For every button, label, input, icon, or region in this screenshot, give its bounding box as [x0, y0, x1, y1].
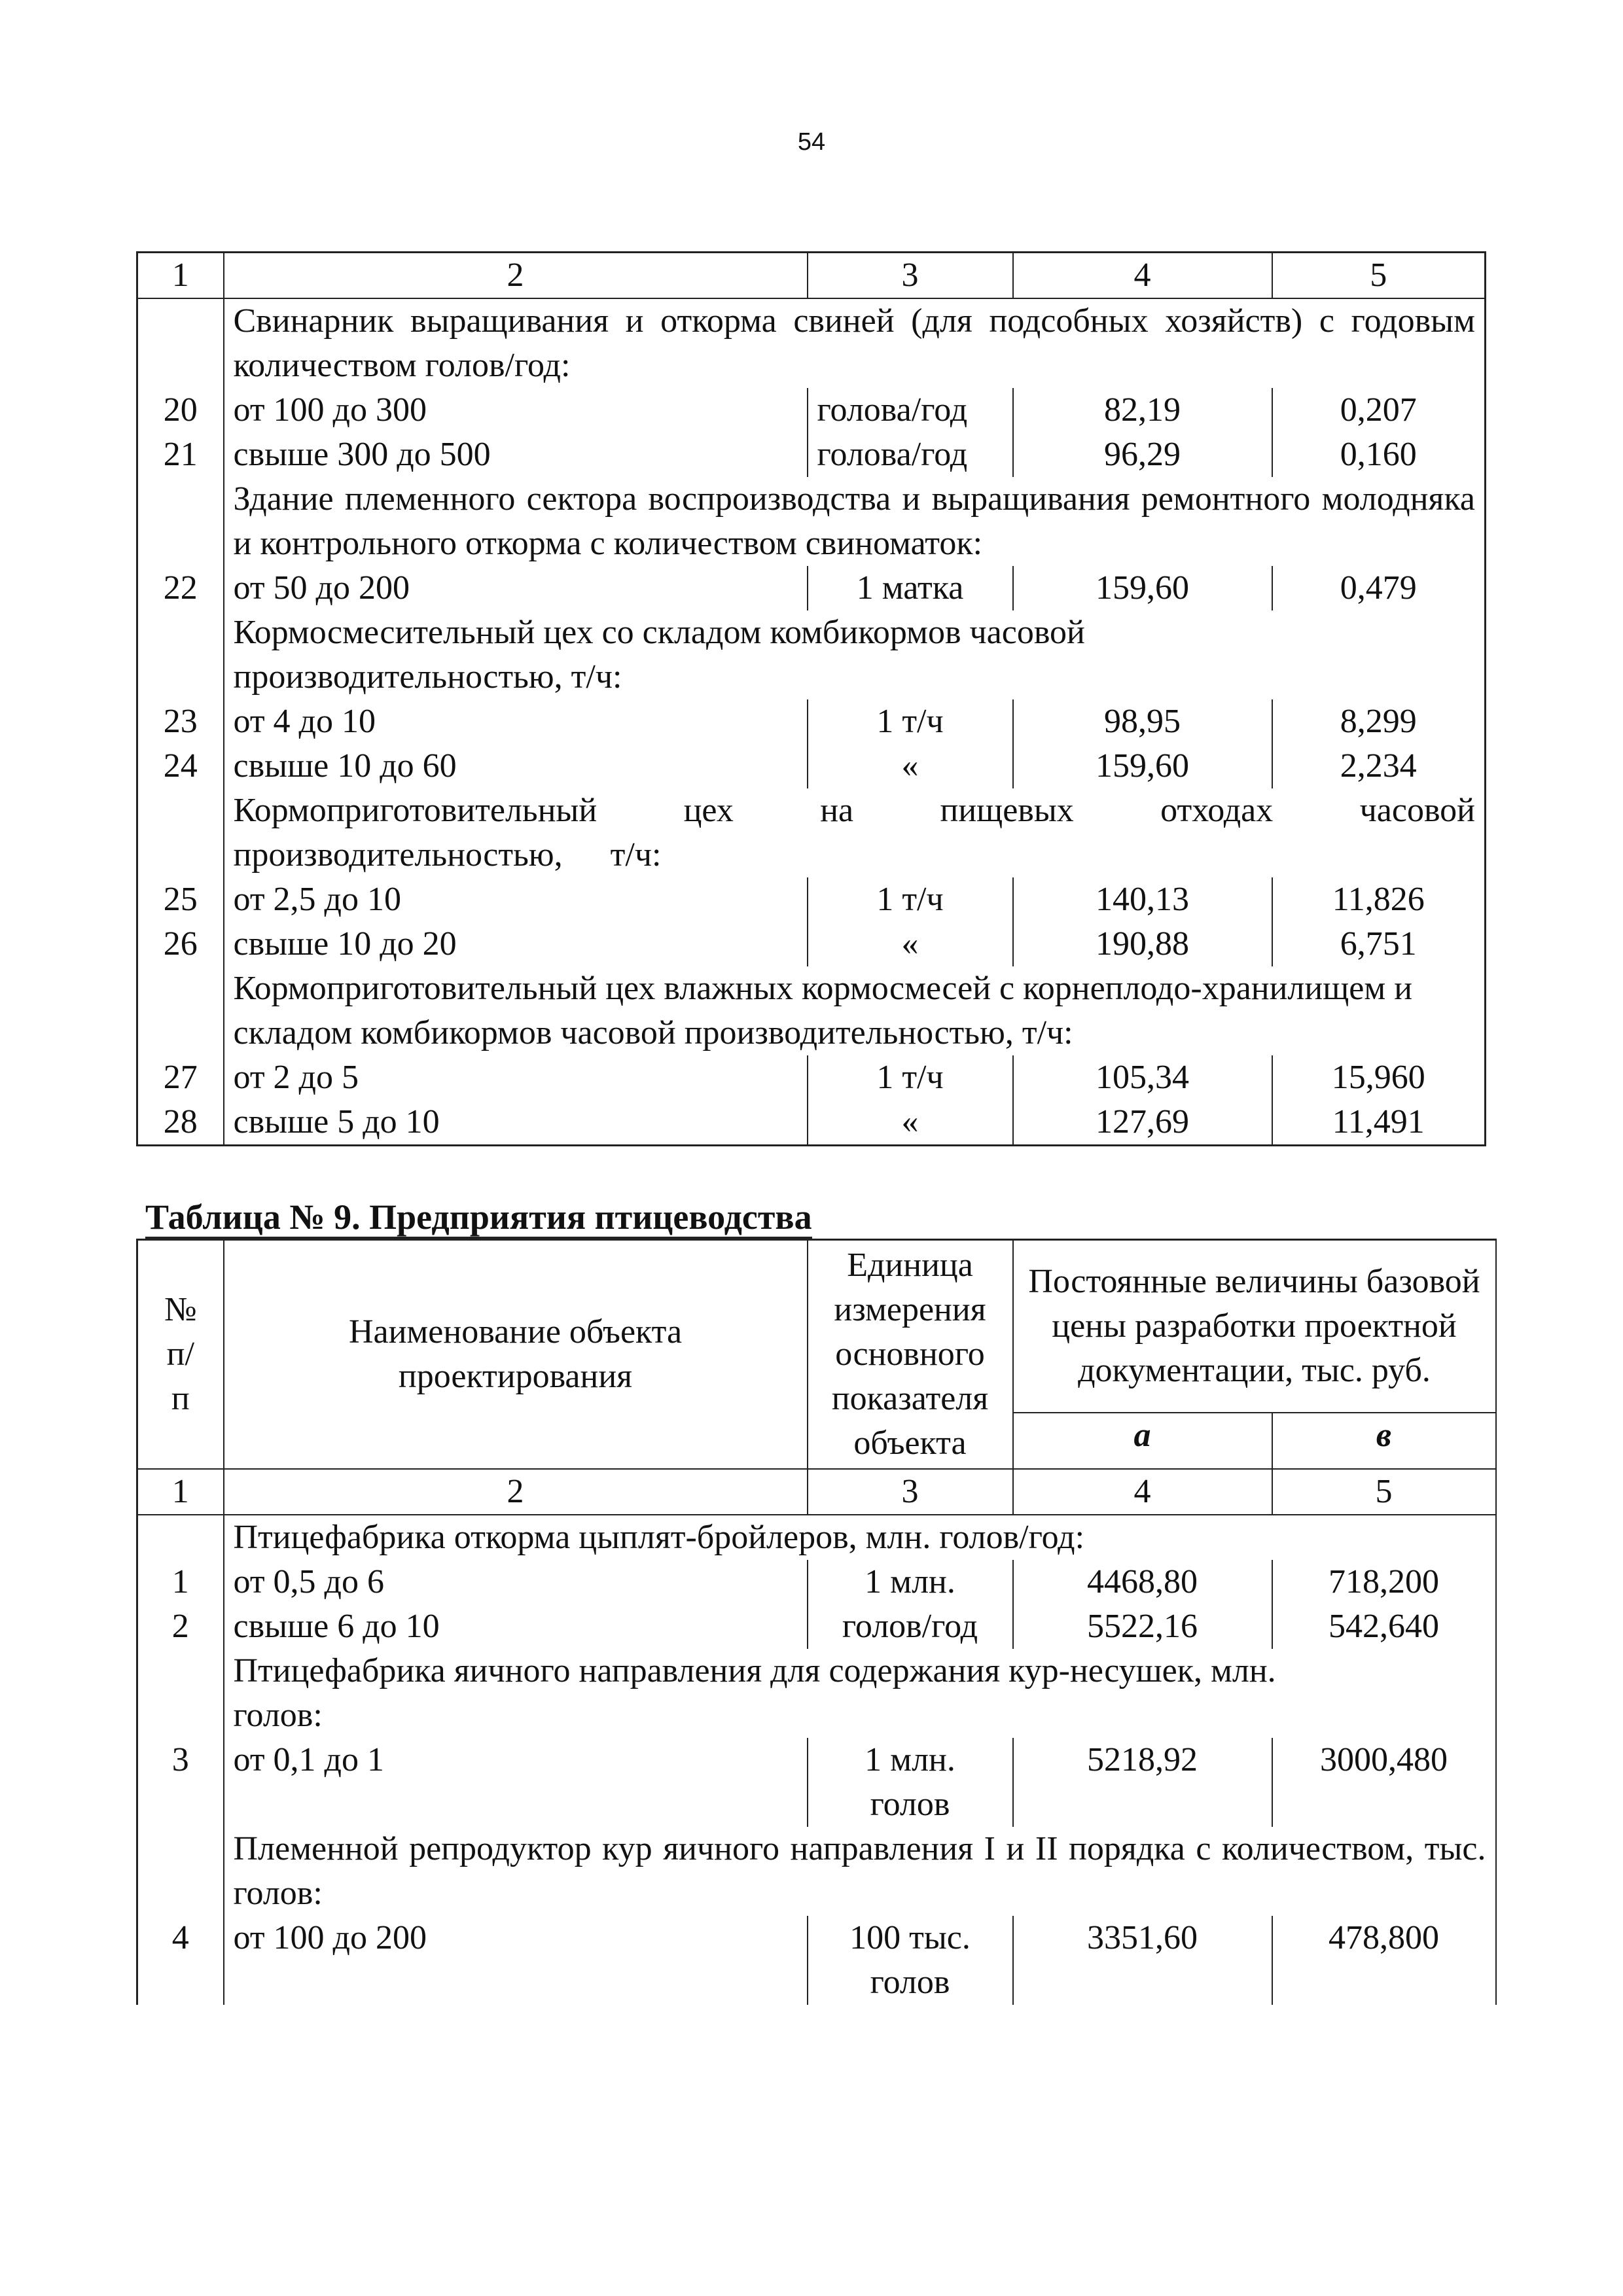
- row-name: свыше 6 до 10: [224, 1604, 808, 1649]
- row-number: 26: [137, 922, 224, 966]
- value-b: 6,751: [1272, 922, 1486, 966]
- header-cell: 2: [224, 1469, 808, 1515]
- row-unit: 1 млн.: [808, 1560, 1013, 1604]
- column-number-row: [137, 1469, 1496, 1515]
- row-name: от 50 до 200: [224, 566, 808, 610]
- row-name: от 0,5 до 6: [224, 1560, 808, 1604]
- row-unit: «: [808, 922, 1013, 966]
- row-number: 28: [137, 1100, 224, 1146]
- value-b: 718,200: [1272, 1560, 1496, 1604]
- table-row: [137, 922, 1486, 966]
- row-number: 2: [137, 1604, 224, 1649]
- table-header-row: [137, 1240, 1496, 1413]
- section-title-row: [137, 298, 1486, 388]
- value-b: 15,960: [1272, 1055, 1486, 1100]
- row-number: 23: [137, 699, 224, 744]
- row-name: свыше 10 до 20: [224, 922, 808, 966]
- section-title: Птицефабрика яичного направления для содержания кур-несушек, млн. голов:: [224, 1649, 1496, 1738]
- table-row: [137, 1560, 1496, 1604]
- value-a: 82,19: [1013, 388, 1272, 433]
- header-cell: 5: [1272, 253, 1486, 299]
- row-name: от 100 до 200: [224, 1916, 808, 2005]
- value-b: 0,160: [1272, 433, 1486, 477]
- row-name: от 100 до 300: [224, 388, 808, 433]
- value-b: 542,640: [1272, 1604, 1496, 1649]
- page-number: 54: [797, 128, 826, 156]
- section-title: Здание племенного сектора воспроизводства и выращивания ремонтного молодняка и контрольного откорма с количеством свиноматок:: [224, 477, 1486, 566]
- pig-facilities-table: [136, 251, 1486, 1146]
- table-row: [137, 1604, 1496, 1649]
- row-unit: 1 т/ч: [808, 699, 1013, 744]
- row-unit: 1 т/ч: [808, 877, 1013, 922]
- row-name: от 2 до 5: [224, 1055, 808, 1100]
- row-unit: 1 т/ч: [808, 1055, 1013, 1100]
- value-b: 2,234: [1272, 744, 1486, 788]
- value-b: 0,207: [1272, 388, 1486, 433]
- section-title: Свинарник выращивания и откорма свиней (для подсобных хозяйств) с годовым количеством голов/год:: [224, 298, 1486, 388]
- section-title-row: [137, 1827, 1496, 1916]
- header-cell: 3: [808, 1469, 1013, 1515]
- row-unit: голова/год: [808, 433, 1013, 477]
- table-row: [137, 433, 1486, 477]
- row-number: 3: [137, 1738, 224, 1827]
- header-cell: 4: [1013, 253, 1272, 299]
- header-cell: 1: [137, 253, 224, 299]
- section-title: Кормосмесительный цех со складом комбикормов часовой производительностью, т/ч:: [224, 610, 1486, 699]
- row-name: от 2,5 до 10: [224, 877, 808, 922]
- row-unit: «: [808, 744, 1013, 788]
- header-base-price: Постоянные величины базовой цены разработки проектной документации, тыс. руб.: [1013, 1240, 1496, 1413]
- section-title-row: [137, 1515, 1496, 1560]
- header-cell: 5: [1272, 1469, 1496, 1515]
- header-number: № п/п: [137, 1240, 224, 1470]
- row-number: 25: [137, 877, 224, 922]
- value-b: 478,800: [1272, 1916, 1496, 2005]
- header-b: в: [1272, 1413, 1496, 1469]
- value-b: 11,826: [1272, 877, 1486, 922]
- section-title: Кормоприготовительный цех влажных кормосмесей с корнеплодо-хранилищем и складом комбикормов часовой производительностью, т/ч:: [224, 966, 1486, 1055]
- section-title-row: [137, 477, 1486, 566]
- value-a: 5218,92: [1013, 1738, 1272, 1827]
- row-number: 24: [137, 744, 224, 788]
- row-unit: 100 тыс. голов: [808, 1916, 1013, 2005]
- row-name: свыше 5 до 10: [224, 1100, 808, 1146]
- value-a: 98,95: [1013, 699, 1272, 744]
- row-name: от 4 до 10: [224, 699, 808, 744]
- header-unit: Единица измерения основного показателя объекта: [808, 1240, 1013, 1470]
- section-title-row: [137, 788, 1486, 877]
- header-cell: 3: [808, 253, 1013, 299]
- header-cell: 1: [137, 1469, 224, 1515]
- value-a: 96,29: [1013, 433, 1272, 477]
- table-row: [137, 744, 1486, 788]
- table-row: [137, 1916, 1496, 2005]
- header-cell: 4: [1013, 1469, 1272, 1515]
- section-title: Птицефабрика откорма цыплят-бройлеров, млн. голов/год:: [224, 1515, 1496, 1560]
- value-a: 105,34: [1013, 1055, 1272, 1100]
- header-a: а: [1013, 1413, 1272, 1469]
- row-name: от 0,1 до 1: [224, 1738, 808, 1827]
- value-a: 127,69: [1013, 1100, 1272, 1146]
- row-number: 27: [137, 1055, 224, 1100]
- row-unit: «: [808, 1100, 1013, 1146]
- row-number: 1: [137, 1560, 224, 1604]
- section-title-row: [137, 610, 1486, 699]
- row-unit: голов/год: [808, 1604, 1013, 1649]
- value-b: 11,491: [1272, 1100, 1486, 1146]
- table-row: [137, 699, 1486, 744]
- value-a: 159,60: [1013, 566, 1272, 610]
- table-row: [137, 566, 1486, 610]
- row-unit: 1 матка: [808, 566, 1013, 610]
- row-number: 20: [137, 388, 224, 433]
- table-row: [137, 877, 1486, 922]
- row-number: 21: [137, 433, 224, 477]
- section-title-row: [137, 1649, 1496, 1738]
- value-b: 0,479: [1272, 566, 1486, 610]
- value-a: 140,13: [1013, 877, 1272, 922]
- poultry-facilities-table: [136, 1239, 1497, 2005]
- value-a: 4468,80: [1013, 1560, 1272, 1604]
- section-title-row: [137, 966, 1486, 1055]
- row-number: 4: [137, 1916, 224, 2005]
- value-b: 3000,480: [1272, 1738, 1496, 1827]
- table-header-row: [137, 253, 1486, 299]
- table-title: Таблица № 9. Предприятия птицеводства: [145, 1197, 812, 1239]
- row-unit: 1 млн. голов: [808, 1738, 1013, 1827]
- section-title: Кормоприготовительный цех на пищевых отходах часовой производительностью, т/ч:: [224, 788, 1486, 877]
- value-a: 3351,60: [1013, 1916, 1272, 2005]
- table-row: [137, 1738, 1496, 1827]
- row-name: свыше 10 до 60: [224, 744, 808, 788]
- row-number: 22: [137, 566, 224, 610]
- table-row: [137, 1055, 1486, 1100]
- value-a: 190,88: [1013, 922, 1272, 966]
- row-unit: голова/год: [808, 388, 1013, 433]
- value-a: 159,60: [1013, 744, 1272, 788]
- section-title: Племенной репродуктор кур яичного направления I и II порядка с количеством, тыс. голов:: [224, 1827, 1496, 1916]
- header-name: Наименование объекта проектирования: [224, 1240, 808, 1470]
- header-cell: 2: [224, 253, 808, 299]
- value-a: 5522,16: [1013, 1604, 1272, 1649]
- table-row: [137, 1100, 1486, 1146]
- table-row: [137, 388, 1486, 433]
- value-b: 8,299: [1272, 699, 1486, 744]
- row-name: свыше 300 до 500: [224, 433, 808, 477]
